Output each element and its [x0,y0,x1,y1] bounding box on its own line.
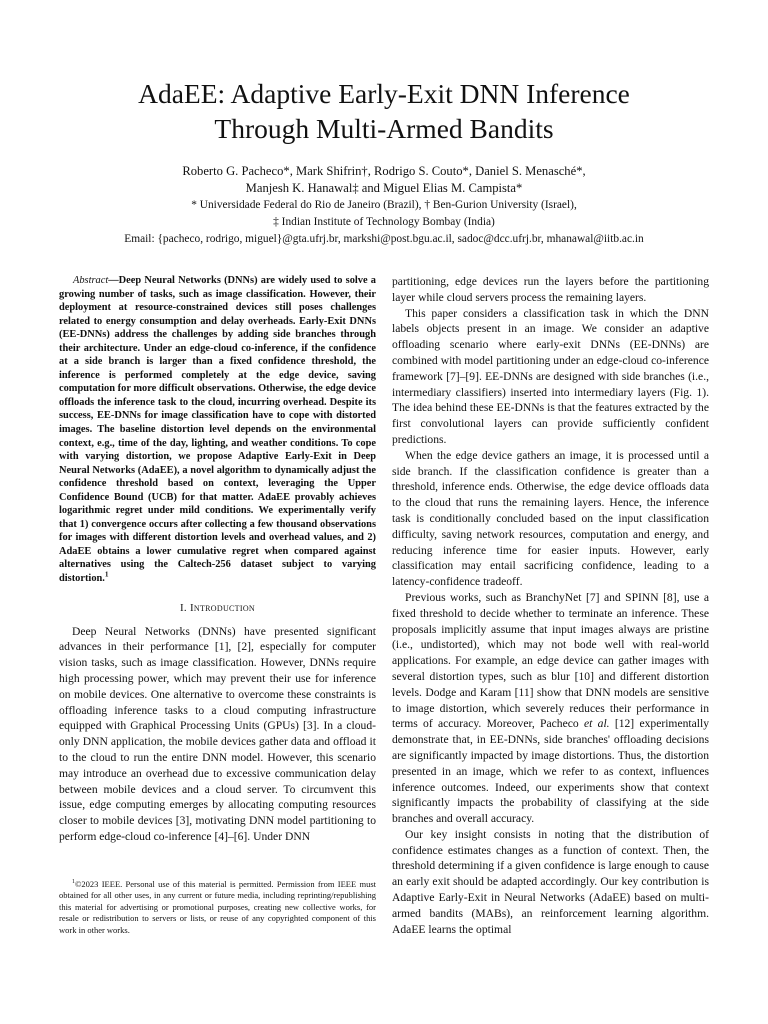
author-list [40,163,728,196]
paragraph-4 [392,590,709,827]
paper-title [40,76,728,146]
affiliations [40,197,728,231]
affiliation-line-1: * Universidade Federal do Rio de Janeiro (Brazil), † Ben-Gurion University (Israel), [191,199,577,211]
paragraph-4-etal: et al. [583,717,610,731]
section-heading [59,602,376,614]
right-column [392,274,709,937]
footnote-text: ©2023 IEEE. Personal use of this material is permitted. Permission from IEEE must obtained for all other uses, in any current or future media, including reprinting/republishing this material for advertising or promotional purposes, creating new collective works, for resale or redistribution to servers or lists, or reuse of any copyrighted component of this work in other works. [59,879,376,935]
section-title: Introduction [189,601,255,614]
intro-paragraph: Deep Neural Networks (DNNs) have presented significant advances in their performance [1], [2], especially for computer vision tasks, such as image classification. However, DNNs require high processing power, which may prevent their use for inference on mobile devices. One alternative to overcome these constraints is offloading inference tasks to a cloud computing infrastructure equipped with Graphical Processing Units (GPUs) [3]. In a cloud-only DNN application, the mobile devices gather data and offload it to the cloud to run the entire DNN model. However, this scenario may introduce an overhead due to excessive communication delay between mobile devices and a cloud server. To circumvent this issue, edge computing emerges by allocating computing resources closer to mobile devices [3], motivating DNN model partitioning to perform edge-cloud co-inference [4]–[6]. Under DNN [59,624,376,843]
paragraph-3: When the edge device gathers an image, it is processed until a side branch. If the classification confidence is greater than a threshold, inference ends. Otherwise, the edge device offloads data to the cloud that runs the remaining layers. Hence, the inference task is conditionally concluded based on the input classification difficulty, saving network resources, computation and energy, and reducing inference time for easier inputs. However, early classification may entail sacrificing confidence, leading to a latency-confidence tradeoff. [392,448,709,589]
abstract-lead: Abstract [73,275,109,286]
abstract-text: —Deep Neural Networks (DNNs) are widely used to solve a growing number of tasks, such as image classification. However, their deployment at resource-constrained devices still poses challenges related to energy consumption and delay overheads. Early-Exit DNNs (EE-DNNs) address the challenges by adding side branches through their architecture. Under an edge-cloud co-inference, if the confidence at a side branch is larger than a fixed confidence threshold, the inference is performed completely at the edge device, saving computation for more difficult observations. Otherwise, the edge device offloads the inference task to the cloud, incurring overhead. Despite its success, EE-DNNs for image classification have to cope with distorted images. The baseline distortion level depends on the environmental context, e.g., time of the day, lighting, and weather conditions. To cope with varying distortion, we propose Adaptive Early-Exit in Deep Neural Networks (AdaEE), a novel algorithm to dynamically adjust the confidence threshold based on context, leveraging the Upper Confidence Bound (UCB) for that matter. AdaEE provably achieves logarithmic regret under mild conditions. We experimentally verify that 1) convergence occurs after collecting a few thousand observations for images with different distortion levels and overhead values, and 2) AdaEE obtains a lower cumulative regret when compared against alternatives using the Caltech-256 dataset subject to varying distortion. [59,275,376,585]
title-line-2: Through Multi-Armed Bandits [214,113,554,144]
affiliation-line-2: ‡ Indian Institute of Technology Bombay (India) [273,216,495,228]
abstract [59,274,376,586]
paragraph-1: partitioning, edge devices run the layers before the partitioning layer while cloud servers process the remaining layers. [392,275,709,304]
title-line-1: AdaEE: Adaptive Early-Exit DNN Inference [138,78,630,109]
email-line: Email: {pacheco, rodrigo, miguel}@gta.ufrj.br, markshi@post.bgu.ac.il, sadoc@dcc.ufrj.br, mhanawal@iitb.ac.in [124,233,644,245]
section-number: I. [180,601,187,614]
paragraph-2: This paper considers a classification task in which the DNN labels objects present in an image. We consider an adaptive offloading scenario where early-exit DNNs (EE-DNNs) are combined with model partitioning under an edge-cloud co-inference framework [7]–[9]. EE-DNNs are designed with side branches (i.e., intermediary classifiers) inserted into intermediary layers (Fig. 1). The idea behind these EE-DNNs is that the features extracted by the first convolutional layers can provide sufficiently confident predictions. [392,306,709,446]
paragraph-4-part-2: [12] experimentally demonstrate that, in EE-DNNs, side branches' offloading decisions are significantly impacted by image distortions. Thus, the distortion presented in an image, which we refer to as context, influences inference outcomes. Indeed, our experiments show that context significantly impacts the probability of classifying at the side branches and overall accuracy. [392,717,709,826]
left-column [59,274,376,845]
authors-line-2: Manjesh K. Hanawal‡ and Miguel Elias M. Campista* [245,180,523,195]
paragraph-5: Our key insight consists in noting that the distribution of confidence estimates changes as a function of context. Then, the threshold determining if a given confidence is large enough to cause an early exit should be adapted accordingly. Our key contribution is Adaptive Early-Exit in Neural Networks (AdaEE) based on multi-armed bandits (MABs), an reinforcement learning algorithm. AdaEE learns the optimal [392,827,709,936]
authors-line-1: Roberto G. Pacheco*, Mark Shifrin†, Rodrigo S. Couto*, Daniel S. Menasché*, [182,164,586,178]
footnote-mark: 1 [72,879,75,886]
paragraph-4-part-1: Previous works, such as BranchyNet [7] and SPINN [8], use a fixed threshold to decide whether to terminate an inference. These proposals implicitly assume that input images always are pristine (i.e., undistorted), which may not bode well with real-world applications. For example, an edge device can gather images with several distortion types, such as blur [10] and different distortion levels. Dodge and Karam [11] show that DNN models are sensitive to image distortion, which severely reduces their performance in terms of accuracy. Moreover, Pacheco [392,590,709,731]
copyright-footnote [59,879,376,936]
abstract-footnote-mark: 1 [104,570,109,579]
